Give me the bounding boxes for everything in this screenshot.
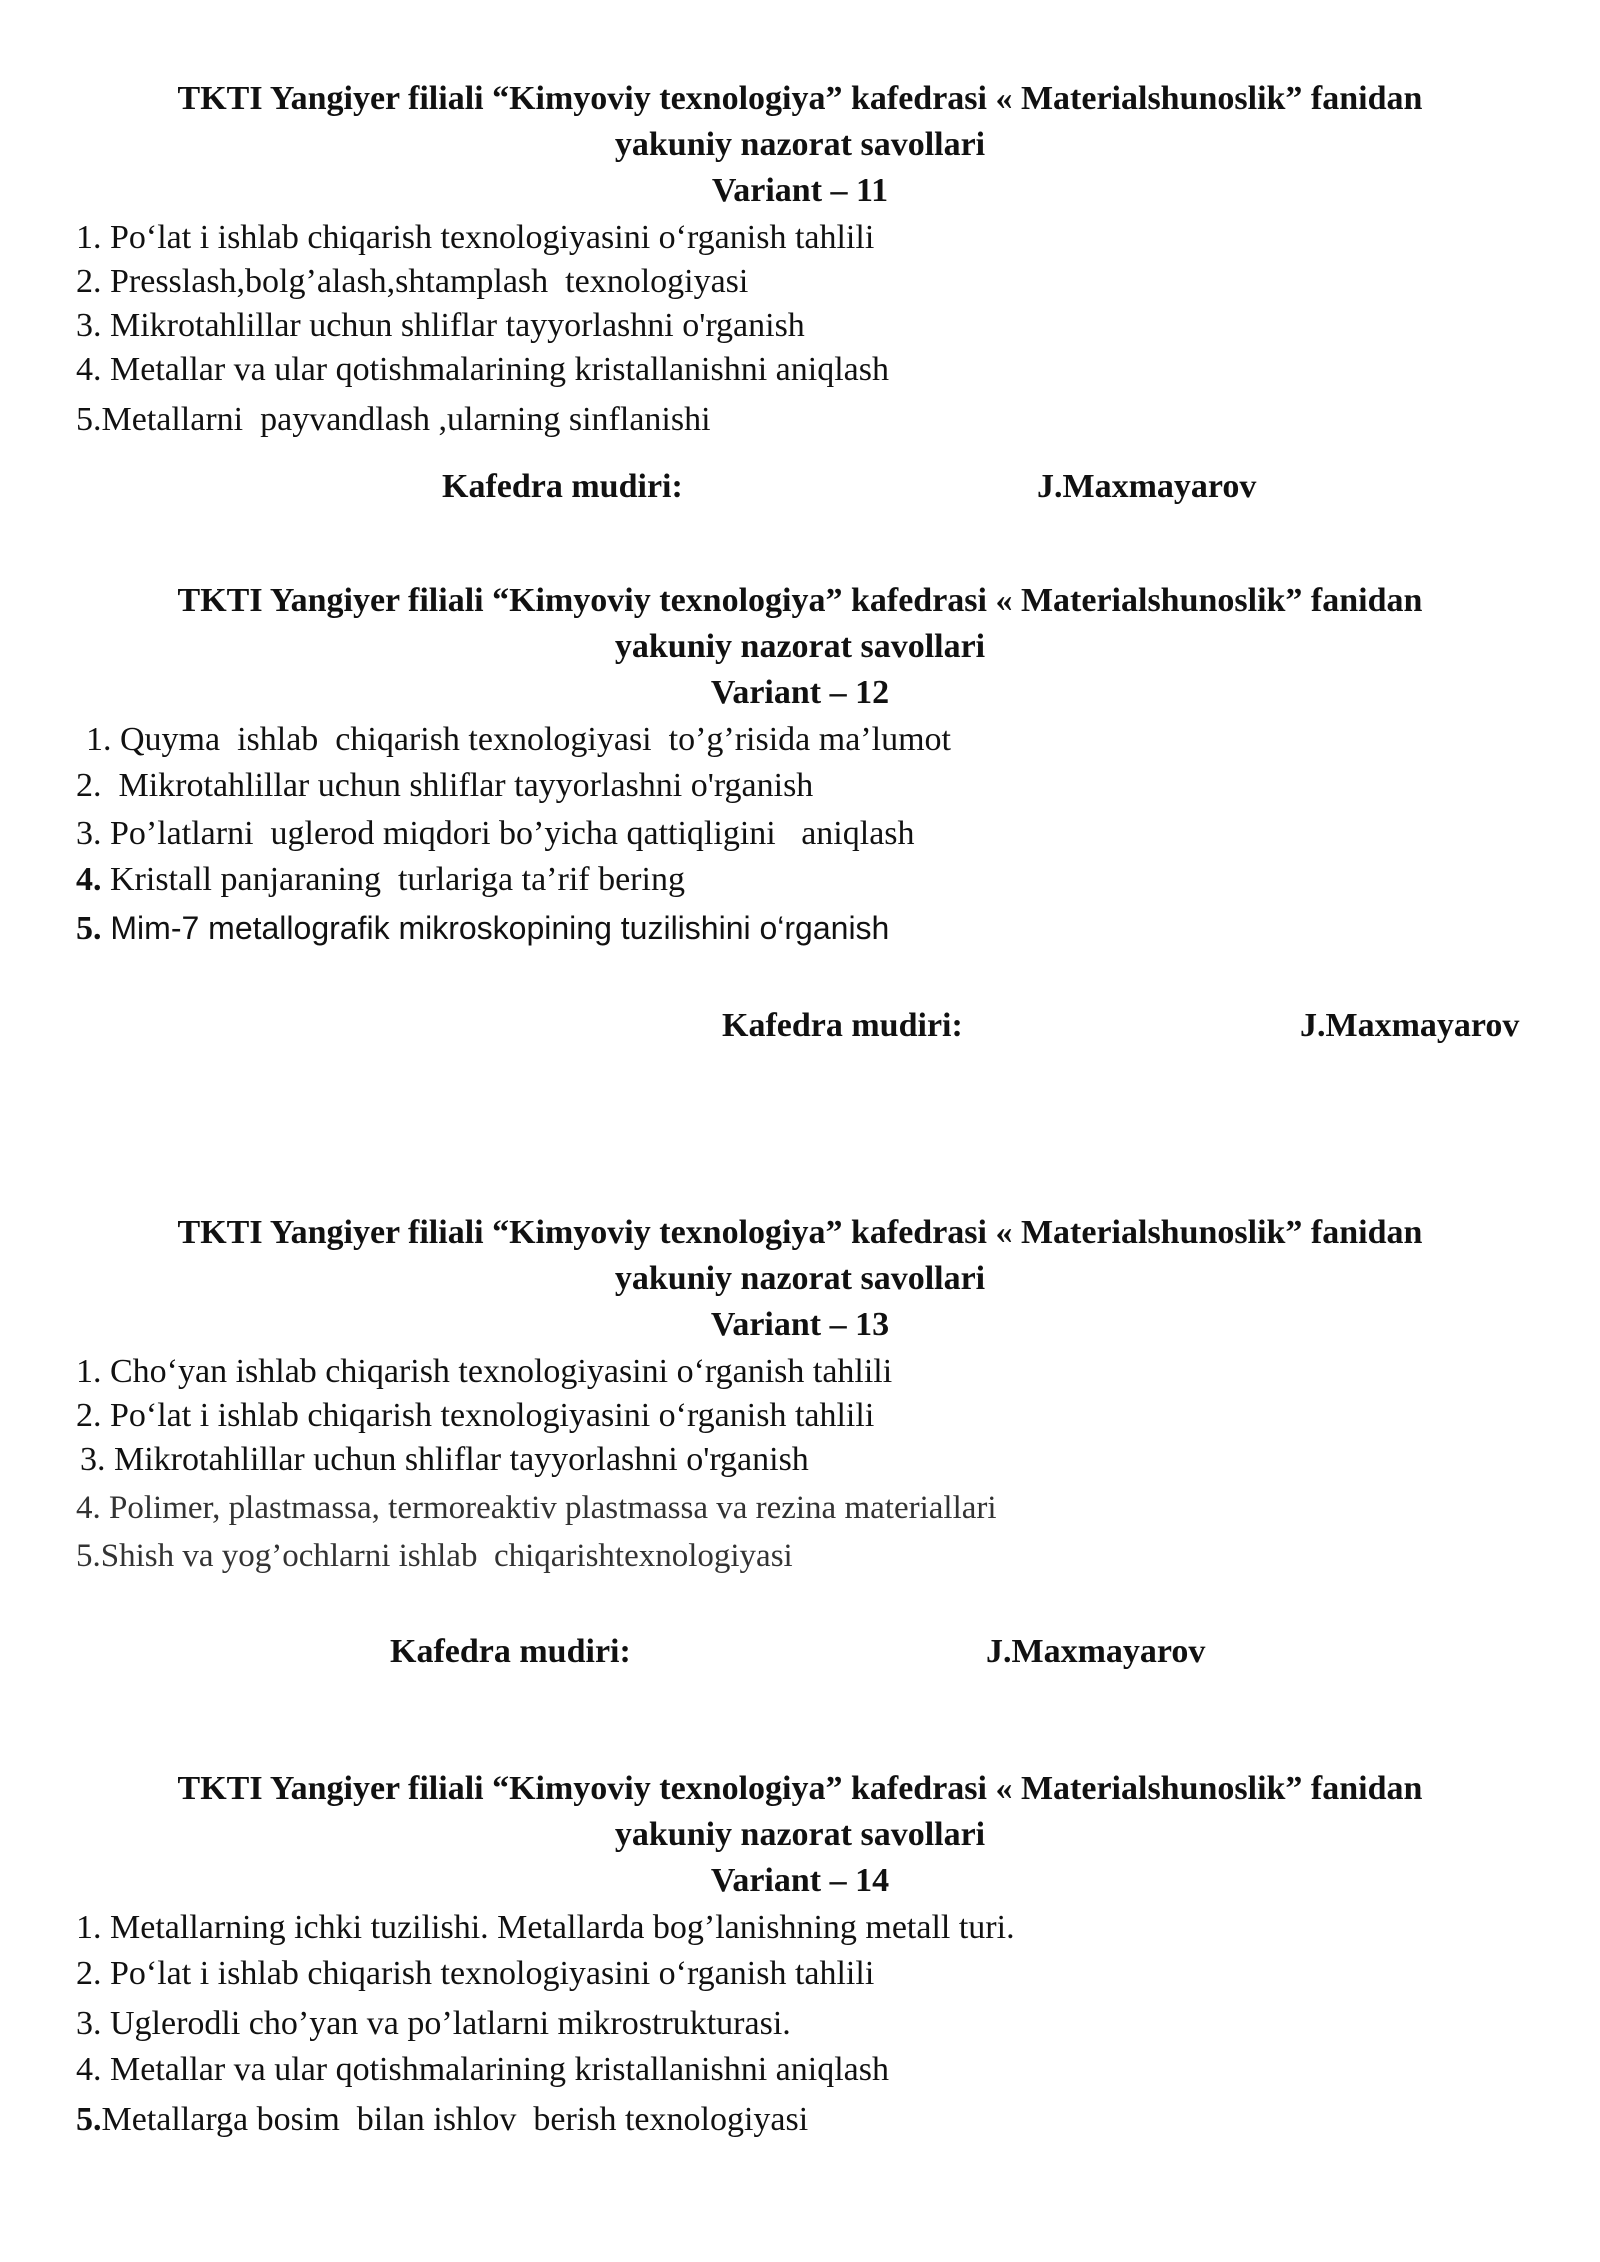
question-1: 1. Po‘lat i ishlab chiqarish texnologiyasini o‘rganish tahlili: [76, 219, 875, 256]
question-1: 1. Quyma ishlab chiqarish texnologiyasi to’g’risida ma’lumot: [86, 721, 951, 758]
question-3: 3. Mikrotahlillar uchun shliflar tayyorlashni o'rganish: [76, 307, 805, 344]
question-4: 4. Metallar va ular qotishmalarining kristallanishni aniqlash: [76, 351, 889, 388]
header-title-line1: TKTI Yangiyer filiali “Kimyoviy texnologiya” kafedrasi « Materialshunoslik” fanidan: [177, 582, 1423, 619]
variant-label: Variant – 13: [710, 1306, 890, 1343]
header-title-line2: yakuniy nazorat savollari: [614, 1260, 986, 1297]
signature-name: J.Maxmayarov: [986, 1633, 1206, 1670]
signature-name: J.Maxmayarov: [1300, 1007, 1520, 1044]
question-3: 3. Uglerodli cho’yan va po’latlarni mikrostrukturasi.: [76, 2005, 791, 2042]
question-4: 4. Polimer, plastmassa, termoreaktiv plastmassa va rezina materiallari: [76, 1490, 997, 1526]
question-5: 5.Metallarni payvandlash ,ularning sinflanishi: [76, 401, 711, 438]
variant-label: Variant – 11: [711, 172, 889, 209]
signature-label: Kafedra mudiri:: [722, 1007, 963, 1044]
question-4: 4. Metallar va ular qotishmalarining kristallanishni aniqlash: [76, 2051, 889, 2088]
question-4: 4. Kristall panjaraning turlariga ta’rif bering: [76, 861, 685, 898]
question-3: 3. Mikrotahlillar uchun shliflar tayyorlashni o'rganish: [80, 1441, 809, 1478]
header-title-line1: TKTI Yangiyer filiali “Kimyoviy texnologiya” kafedrasi « Materialshunoslik” fanidan: [177, 80, 1423, 117]
question-2: 2. Po‘lat i ishlab chiqarish texnologiyasini o‘rganish tahlili: [76, 1955, 875, 1992]
question-5: 5.Metallarga bosim bilan ishlov berish texnologiyasi: [76, 2101, 809, 2138]
header-title-line2: yakuniy nazorat savollari: [614, 1816, 986, 1853]
question-5: 5. Mim-7 metallografik mikroskopining tuzilishini o‘rganish: [76, 910, 890, 947]
variant-label: Variant – 12: [710, 674, 890, 711]
question-5: 5.Shish va yog’ochlarni ishlab chiqarishtexnologiyasi: [76, 1538, 793, 1574]
signature-label: Kafedra mudiri:: [390, 1633, 631, 1670]
header-title-line1: TKTI Yangiyer filiali “Kimyoviy texnologiya” kafedrasi « Materialshunoslik” fanidan: [177, 1214, 1423, 1251]
header-title-line2: yakuniy nazorat savollari: [614, 628, 986, 665]
question-2: 2. Presslash,bolg’alash,shtamplash texnologiyasi: [76, 263, 749, 300]
question-3: 3. Po’latlarni uglerod miqdori bo’yicha qattiqligini aniqlash: [76, 815, 915, 852]
header-title-line1: TKTI Yangiyer filiali “Kimyoviy texnologiya” kafedrasi « Materialshunoslik” fanidan: [177, 1770, 1423, 1807]
header-title-line2: yakuniy nazorat savollari: [614, 126, 986, 163]
question-2: 2. Mikrotahlillar uchun shliflar tayyorlashni o'rganish: [76, 767, 814, 804]
signature-name: J.Maxmayarov: [1037, 468, 1257, 505]
question-1: 1. Metallarning ichki tuzilishi. Metallarda bog’lanishning metall turi.: [76, 1909, 1015, 1946]
variant-label: Variant – 14: [710, 1862, 890, 1899]
question-1: 1. Cho‘yan ishlab chiqarish texnologiyasini o‘rganish tahlili: [76, 1353, 893, 1390]
signature-label: Kafedra mudiri:: [442, 468, 683, 505]
question-2: 2. Po‘lat i ishlab chiqarish texnologiyasini o‘rganish tahlili: [76, 1397, 875, 1434]
